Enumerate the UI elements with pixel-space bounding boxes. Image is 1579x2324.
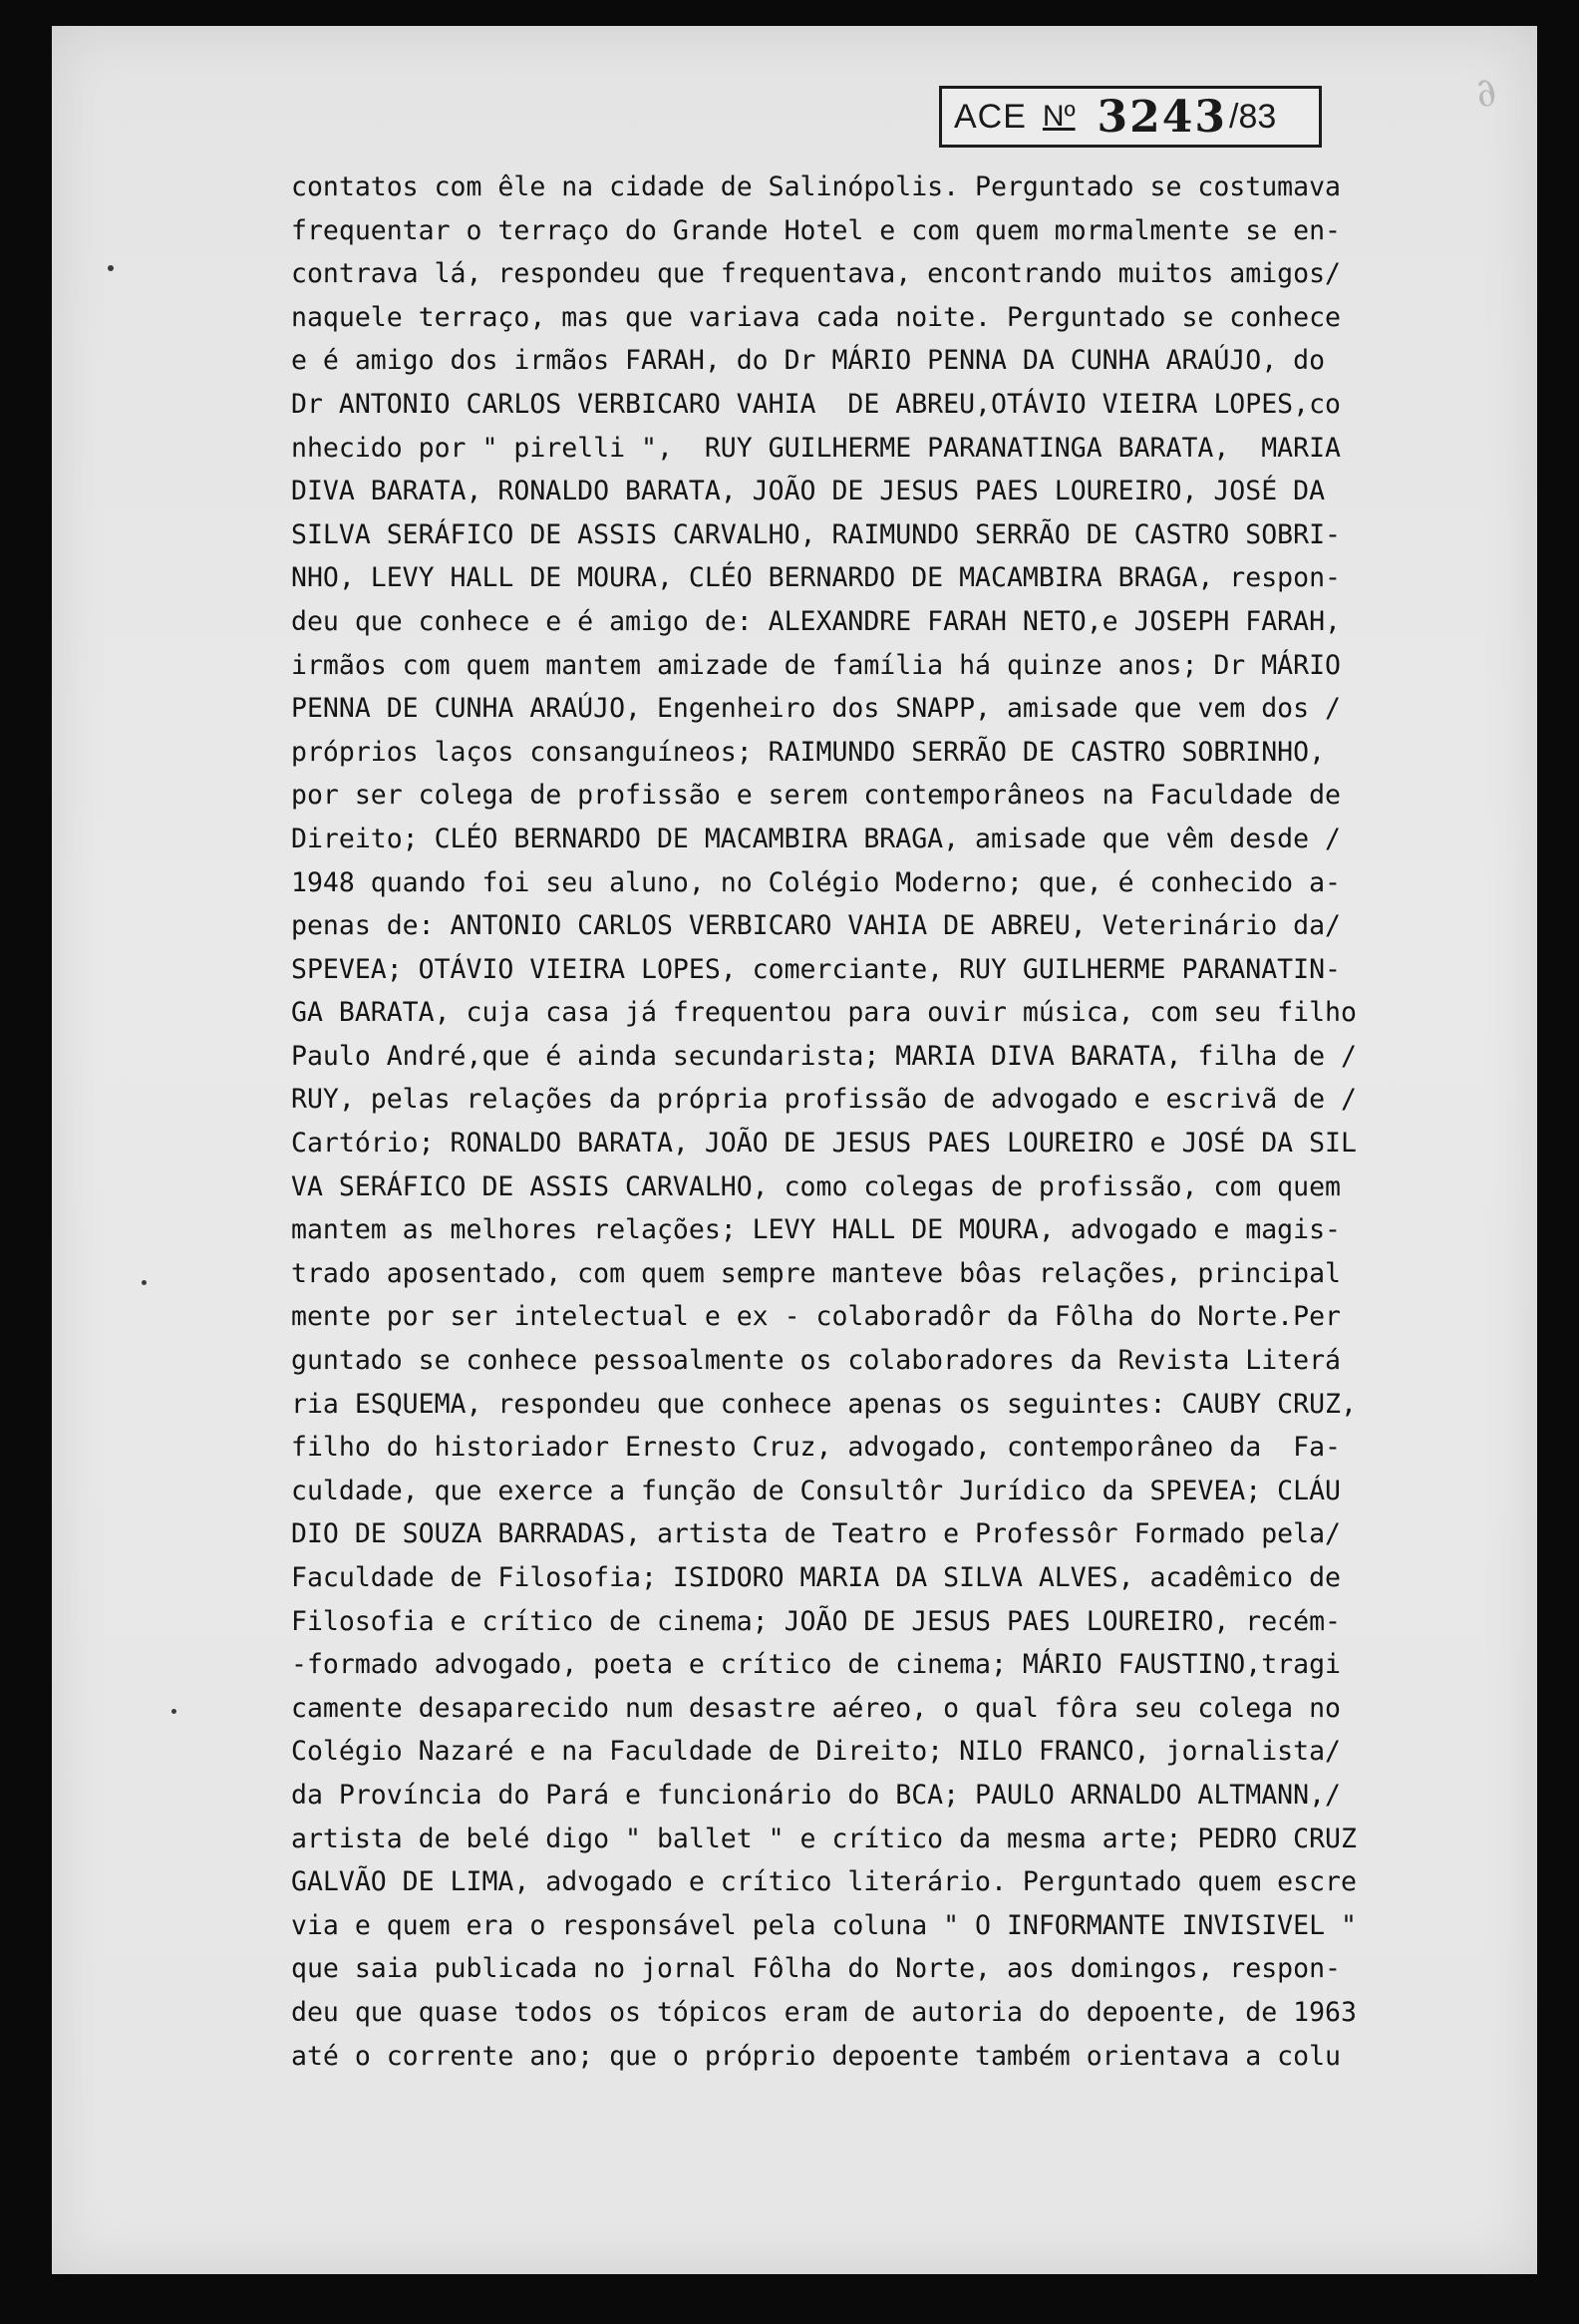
ace-stamp-no-label: Nº: [1042, 100, 1076, 133]
text-line: nhecido por " pirelli ", RUY GUILHERME PARANATINGA BARATA, MARIA: [291, 432, 1341, 464]
text-line: -formado advogado, poeta e crítico de cinema; MÁRIO FAUSTINO,tragi: [291, 1649, 1341, 1681]
ace-stamp-prefix: ACE: [954, 97, 1027, 136]
text-line: GALVÃO DE LIMA, advogado e crítico literário. Perguntado quem escre: [291, 1866, 1357, 1898]
text-line: trado aposentado, com quem sempre manteve bôas relações, principal: [291, 1257, 1341, 1289]
text-line: VA SERÁFICO DE ASSIS CARVALHO, como colegas de profissão, com quem: [291, 1170, 1341, 1202]
text-line: Cartório; RONALDO BARATA, JOÃO DE JESUS PAES LOUREIRO e JOSÉ DA SIL: [291, 1128, 1357, 1160]
text-line: frequentar o terraço do Grande Hotel e com quem mormalmente se en-: [291, 214, 1341, 246]
text-line: NHO, LEVY HALL DE MOURA, CLÉO BERNARDO DE MACAMBIRA BRAGA, respon-: [291, 562, 1341, 594]
text-line: deu que quase todos os tópicos eram de autoria do depoente, de 1963: [291, 1996, 1357, 2028]
text-line: por ser colega de profissão e serem contemporâneos na Faculdade de: [291, 780, 1341, 812]
text-line: camente desaparecido num desastre aéreo, o qual fôra seu colega no: [291, 1692, 1341, 1724]
text-line: via e quem era o responsável pela coluna " O INFORMANTE INVISIVEL ": [291, 1909, 1357, 1941]
text-line: penas de: ANTONIO CARLOS VERBICARO VAHIA DE ABREU, Veterinário da/: [291, 910, 1341, 942]
text-line: GA BARATA, cuja casa já frequentou para ouvir música, com seu filho: [291, 997, 1357, 1029]
text-line: deu que conhece e é amigo de: ALEXANDRE FARAH NETO,e JOSEPH FARAH,: [291, 605, 1341, 637]
text-line: DIO DE SOUZA BARRADAS, artista de Teatro e Professôr Formado pela/: [291, 1518, 1341, 1550]
text-line: SILVA SERÁFICO DE ASSIS CARVALHO, RAIMUNDO SERRÃO DE CASTRO SOBRI-: [291, 518, 1341, 550]
corner-pencil-mark: ∂: [1467, 67, 1503, 119]
text-line: até o corrente ano; que o próprio depoente também orientava a colu: [291, 2040, 1341, 2072]
text-line: irmãos com quem mantem amizade de família há quinze anos; Dr MÁRIO: [291, 649, 1341, 681]
margin-speck: [108, 265, 114, 271]
text-line: artista de belé digo " ballet " e crítico da mesma arte; PEDRO CRUZ: [291, 1823, 1357, 1854]
text-line: Colégio Nazaré e na Faculdade de Direito; NILO FRANCO, jornalista/: [291, 1736, 1341, 1768]
text-line: Direito; CLÉO BERNARDO DE MACAMBIRA BRAGA, amisade que vêm desde /: [291, 823, 1341, 854]
text-line: próprios laços consanguíneos; RAIMUNDO SERRÃO DE CASTRO SOBRINHO,: [291, 736, 1326, 768]
text-line: SPEVEA; OTÁVIO VIEIRA LOPES, comerciante, RUY GUILHERME PARANATIN-: [291, 953, 1341, 985]
text-line: DIVA BARATA, RONALDO BARATA, JOÃO DE JESUS PAES LOUREIRO, JOSÉ DA: [291, 476, 1326, 507]
text-line: mente por ser intelectual e ex - colaboradôr da Fôlha do Norte.Per: [291, 1301, 1341, 1333]
ace-stamp-number: 3243: [1097, 91, 1228, 143]
text-line: filho do historiador Ernesto Cruz, advogado, contemporâneo da Fa-: [291, 1432, 1341, 1464]
text-line: culdade, que exerce a função de Consultôr Jurídico da SPEVEA; CLÁU: [291, 1475, 1341, 1506]
text-line: que saia publicada no jornal Fôlha do Norte, aos domingos, respon-: [291, 1953, 1341, 1985]
text-line: e é amigo dos irmãos FARAH, do Dr MÁRIO PENNA DA CUNHA ARAÚJO, do: [291, 345, 1326, 377]
text-line: da Província do Pará e funcionário do BCA; PAULO ARNALDO ALTMANN,/: [291, 1779, 1341, 1811]
text-line: Paulo André,que é ainda secundarista; MARIA DIVA BARATA, filha de /: [291, 1040, 1357, 1072]
margin-speck: [142, 1280, 147, 1285]
text-line: 1948 quando foi seu aluno, no Colégio Moderno; que, é conhecido a-: [291, 866, 1341, 898]
text-line: guntado se conhece pessoalmente os colaboradores da Revista Literá: [291, 1345, 1341, 1377]
text-line: Dr ANTONIO CARLOS VERBICARO VAHIA DE ABREU,OTÁVIO VIEIRA LOPES,co: [291, 388, 1341, 420]
text-line: contrava lá, respondeu que frequentava, encontrando muitos amigos/: [291, 258, 1341, 290]
ace-stamp: [939, 86, 1322, 148]
text-line: contatos com êle na cidade de Salinópolis. Perguntado se costumava: [291, 171, 1341, 202]
text-line: Faculdade de Filosofia; ISIDORO MARIA DA SILVA ALVES, acadêmico de: [291, 1562, 1341, 1593]
margin-speck: [171, 1709, 176, 1714]
text-line: ria ESQUEMA, respondeu que conhece apenas os seguintes: CAUBY CRUZ,: [291, 1388, 1357, 1420]
typewritten-body: [291, 166, 1457, 2078]
text-line: Filosofia e crítico de cinema; JOÃO DE JESUS PAES LOUREIRO, recém-: [291, 1605, 1341, 1637]
text-line: naquele terraço, mas que variava cada noite. Perguntado se conhece: [291, 301, 1341, 333]
text-line: RUY, pelas relações da própria profissão de advogado e escrivã de /: [291, 1084, 1357, 1116]
text-line: PENNA DE CUNHA ARAÚJO, Engenheiro dos SNAPP, amisade que vem dos /: [291, 693, 1341, 725]
ace-stamp-year: /83: [1229, 97, 1277, 136]
text-line: mantem as melhores relações; LEVY HALL DE MOURA, advogado e magis-: [291, 1214, 1341, 1246]
